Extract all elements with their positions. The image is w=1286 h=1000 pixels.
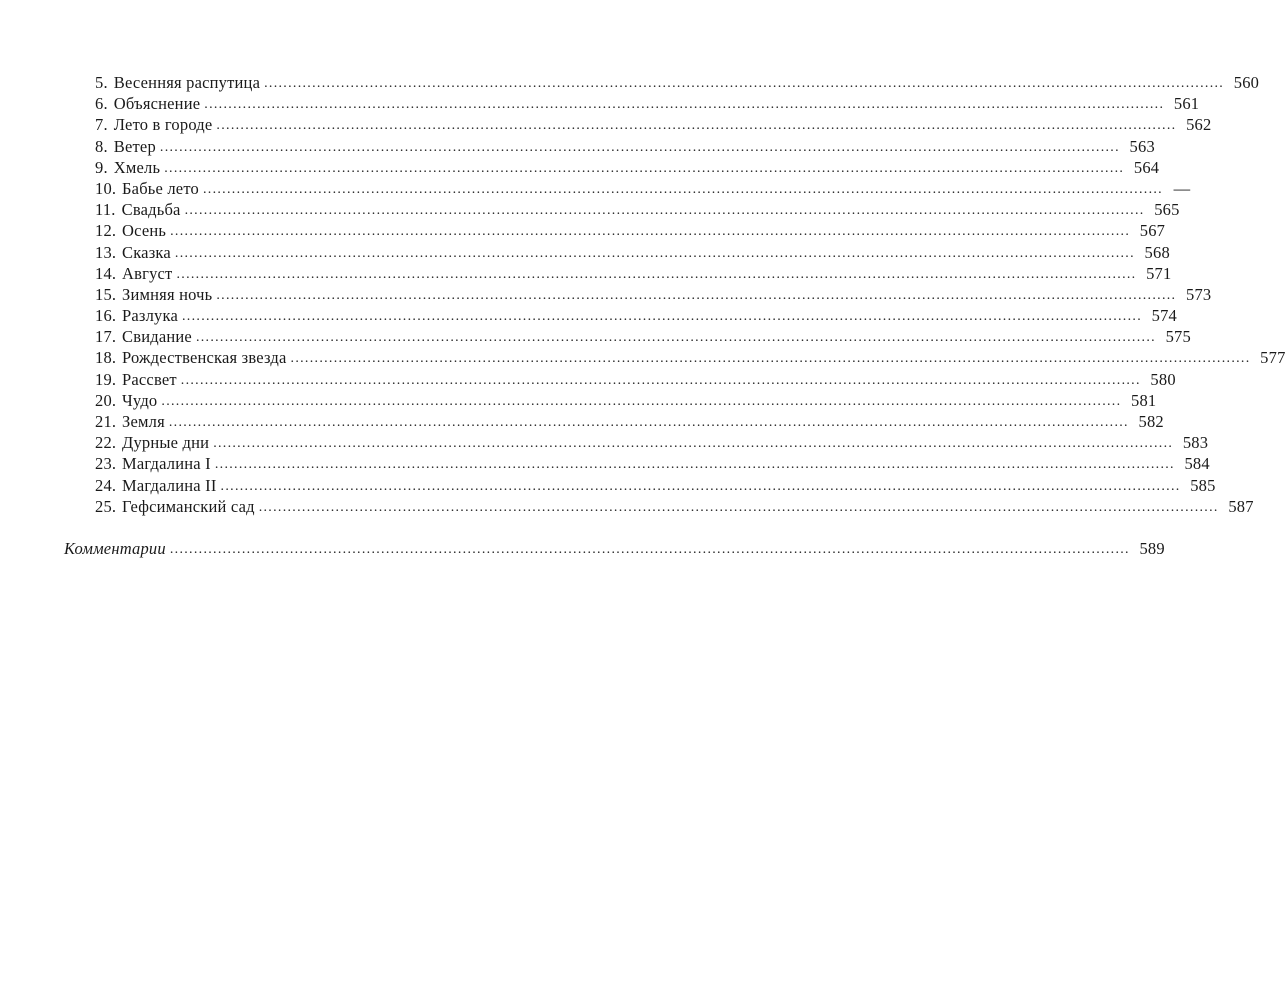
toc-entry[interactable] xyxy=(0,496,1254,517)
entry-number: 7. xyxy=(95,115,108,135)
entry-page-number: 567 xyxy=(1139,221,1166,241)
entry-title: Весенняя распутица xyxy=(113,73,261,92)
entry-number: 21. xyxy=(95,412,117,431)
table-of-contents xyxy=(0,72,1286,559)
entry-number: 16. xyxy=(95,306,117,326)
entry-page-number: 571 xyxy=(1146,263,1172,283)
entry-page-number: 573 xyxy=(1186,284,1212,304)
entry-page-number: 574 xyxy=(1151,306,1177,326)
entry-number: 11. xyxy=(95,200,116,220)
entry-page-number: 568 xyxy=(1144,242,1170,262)
toc-entry[interactable] xyxy=(0,390,1157,411)
dot-leader: ........................................................................................................................................................................................................ xyxy=(170,224,1131,240)
entry-title: Бабье лето xyxy=(122,178,199,198)
entry-page-number: 564 xyxy=(1133,157,1160,177)
entry-number: 20. xyxy=(95,390,117,410)
entry-number: 25. xyxy=(95,496,117,516)
entry-title: Рождественская звезда xyxy=(122,348,287,368)
entry-title: Свадьба xyxy=(121,200,181,220)
entry-title: Чудо xyxy=(122,390,158,410)
toc-list xyxy=(0,72,1286,517)
dot-leader: ........................................................................................................................................................................................................ xyxy=(220,478,1181,494)
entry-number: 9. xyxy=(95,157,108,177)
entry-title: Объяснение xyxy=(113,94,201,114)
comments-page-number: 589 xyxy=(1139,538,1165,558)
entry-number: 10. xyxy=(95,178,117,198)
entry-title: Земля xyxy=(122,412,165,431)
toc-entry[interactable] xyxy=(0,93,1200,114)
entry-page-number: 560 xyxy=(1233,73,1260,92)
entry-number: 8. xyxy=(95,136,108,156)
dot-leader: ........................................................................................................................................................................................................ xyxy=(213,436,1174,452)
entry-page-number: 563 xyxy=(1129,136,1155,156)
toc-entry[interactable] xyxy=(0,432,1209,453)
entry-page-number: 582 xyxy=(1138,412,1164,431)
entry-number: 17. xyxy=(95,327,117,347)
entry-title: Зимняя ночь xyxy=(122,284,213,304)
entry-title: Разлука xyxy=(122,306,178,326)
entry-page-number: 565 xyxy=(1154,200,1180,220)
entry-page-number: — xyxy=(1173,178,1191,198)
entry-page-number: 561 xyxy=(1173,94,1200,114)
toc-entry[interactable] xyxy=(0,263,1172,284)
entry-page-number: 562 xyxy=(1186,115,1212,135)
entry-number: 23. xyxy=(95,454,117,474)
entry-number: 24. xyxy=(95,475,117,495)
dot-leader: ........................................................................................................................................................................................................ xyxy=(159,139,1120,155)
toc-entry[interactable] xyxy=(0,347,1286,368)
dot-leader: ........................................................................................................................................................................................................ xyxy=(164,160,1125,176)
entry-page-number: 580 xyxy=(1150,369,1176,389)
toc-entry[interactable] xyxy=(0,242,1170,263)
entry-page-number: 577 xyxy=(1260,348,1286,368)
dot-leader: ........................................................................................................................................................................................................ xyxy=(258,499,1219,515)
entry-page-number: 575 xyxy=(1165,327,1191,347)
dot-leader: ........................................................................................................................................................................................................ xyxy=(184,203,1145,219)
entry-title: Дурные дни xyxy=(122,433,210,453)
toc-entry[interactable] xyxy=(0,114,1212,135)
toc-entry[interactable] xyxy=(0,305,1177,326)
toc-entry[interactable] xyxy=(0,220,1166,241)
dot-leader: ........................................................................................................................................................................................................ xyxy=(182,309,1142,325)
toc-entry[interactable] xyxy=(0,326,1191,347)
toc-entry-comments[interactable] xyxy=(0,538,1165,559)
entry-title: Хмель xyxy=(113,157,161,177)
toc-entry[interactable] xyxy=(0,72,1260,93)
toc-entry[interactable] xyxy=(0,199,1180,220)
toc-entry[interactable] xyxy=(0,157,1160,178)
toc-entry[interactable] xyxy=(0,136,1155,157)
entry-title: Гефсиманский сад xyxy=(122,496,255,516)
dot-leader: ........................................................................................................................................................................................................ xyxy=(214,457,1175,473)
toc-entry[interactable] xyxy=(0,475,1216,496)
entry-number: 5. xyxy=(95,73,108,92)
dot-leader: ........................................................................................................................................................................................................ xyxy=(216,287,1177,303)
entry-page-number: 587 xyxy=(1228,496,1254,516)
comments-title: Комментарии xyxy=(64,538,166,558)
entry-title: Сказка xyxy=(122,242,171,262)
entry-title: Магдалина I xyxy=(122,454,211,474)
entry-title: Ветер xyxy=(113,136,156,156)
toc-entry[interactable] xyxy=(0,178,1191,199)
entry-number: 13. xyxy=(95,242,117,262)
toc-entry[interactable] xyxy=(0,453,1210,474)
dot-leader: ........................................................................................................................................................................................................ xyxy=(176,266,1137,282)
entry-number: 22. xyxy=(95,433,117,453)
entry-number: 14. xyxy=(95,263,117,283)
entry-page-number: 584 xyxy=(1184,454,1210,474)
entry-title: Свидание xyxy=(122,327,192,347)
toc-entry[interactable] xyxy=(0,369,1176,390)
dot-leader: ........................................................................................................................................................................................................ xyxy=(161,393,1122,409)
entry-page-number: 585 xyxy=(1190,475,1216,495)
section-spacer xyxy=(0,517,622,538)
entry-title: Август xyxy=(122,263,173,283)
entry-number: 18. xyxy=(95,348,117,368)
entry-title: Осень xyxy=(122,221,167,241)
entry-title: Рассвет xyxy=(122,369,177,389)
dot-leader: ........................................................................................................................................................................................................ xyxy=(290,351,1251,367)
dot-leader: ........................................................................................................................................................................................................ xyxy=(216,118,1177,134)
entry-number: 19. xyxy=(95,369,117,389)
entry-number: 12. xyxy=(95,221,117,241)
dot-leader: ........................................................................................................................................................................................................ xyxy=(169,541,1130,557)
dot-leader: ........................................................................................................................................................................................................ xyxy=(204,97,1165,113)
toc-entry[interactable] xyxy=(0,411,1164,432)
entry-title: Лето в городе xyxy=(113,115,213,135)
dot-leader: ........................................................................................................................................................................................................ xyxy=(195,330,1156,346)
entry-page-number: 581 xyxy=(1131,390,1157,410)
entry-page-number: 583 xyxy=(1182,433,1209,453)
dot-leader: ........................................................................................................................................................................................................ xyxy=(180,372,1141,388)
dot-leader: ........................................................................................................................................................................................................ xyxy=(264,76,1225,91)
dot-leader: ........................................................................................................................................................................................................ xyxy=(168,415,1129,430)
entry-number: 6. xyxy=(95,94,108,114)
entry-number: 15. xyxy=(95,284,117,304)
dot-leader: ........................................................................................................................................................................................................ xyxy=(174,245,1135,261)
toc-entry[interactable] xyxy=(0,284,1212,305)
entry-title: Магдалина II xyxy=(122,475,217,495)
dot-leader: ........................................................................................................................................................................................................ xyxy=(202,181,1163,197)
